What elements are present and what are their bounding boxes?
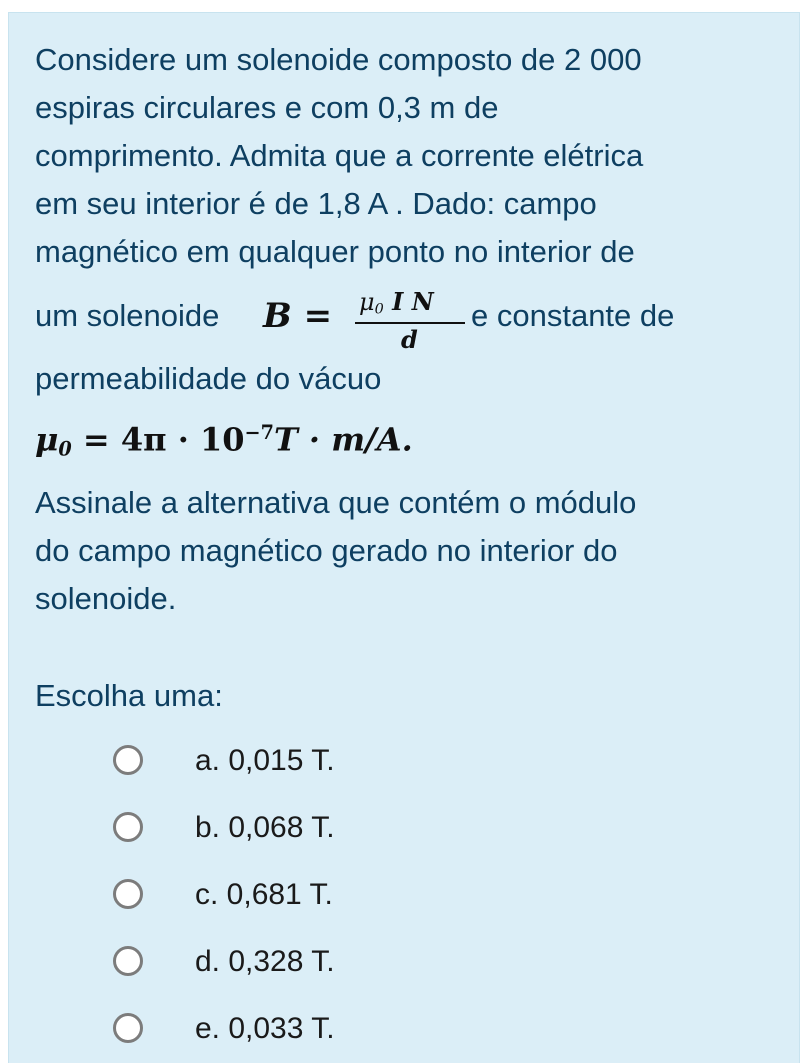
mu-exponent: −7: [244, 421, 274, 444]
formula-lhs: B =: [263, 296, 333, 336]
question-line-6-prefix: um solenoide: [35, 298, 220, 333]
instruction-line-2: do campo magnético gerado no interior do: [35, 533, 618, 568]
question-line-2: espiras circulares e com 0,3 m de: [35, 90, 499, 125]
choose-prompt: Escolha uma:: [35, 678, 223, 713]
formula-mu-sub: 0: [374, 301, 384, 318]
question-line-5: magnético em qualquer ponto no interior de: [35, 234, 635, 269]
instruction-line-1: Assinale a alternativa que contém o módulo: [35, 485, 637, 520]
question-line-6-suffix: e constante de: [471, 298, 675, 333]
choice-e-label[interactable]: e. 0,033 T.: [195, 1012, 335, 1045]
mu-symbol: μ: [35, 420, 59, 459]
choice-e[interactable]: [9, 1003, 801, 1057]
choice-c-label[interactable]: c. 0,681 T.: [195, 878, 333, 911]
formula-d: d: [401, 325, 418, 354]
formula-mu: μ: [359, 288, 375, 316]
question-line-7: permeabilidade do vácuo: [35, 361, 382, 396]
choice-b-label[interactable]: b. 0,068 T.: [195, 811, 335, 844]
formula-numerator: [359, 288, 434, 324]
instruction-line-3: solenoide.: [35, 581, 177, 616]
radio-e[interactable]: [113, 1013, 143, 1043]
question-line-4: em seu interior é de 1,8 A . Dado: campo: [35, 186, 597, 221]
radio-b[interactable]: [113, 812, 143, 842]
mu-units: T · m/A.: [273, 420, 413, 459]
choice-d-label[interactable]: d. 0,328 T.: [195, 945, 335, 978]
formula-i-n: I N: [383, 287, 434, 316]
mu-constant: [35, 413, 413, 469]
choice-c[interactable]: [9, 869, 801, 923]
radio-a[interactable]: [113, 745, 143, 775]
question-line-3: comprimento. Admita que a corrente elétrica: [35, 138, 644, 173]
choice-a[interactable]: [9, 735, 801, 789]
fraction-bar: [355, 322, 465, 324]
choice-b[interactable]: [9, 802, 801, 856]
radio-c[interactable]: [113, 879, 143, 909]
choice-a-label[interactable]: a. 0,015 T.: [195, 744, 335, 777]
question-card: [8, 12, 800, 1063]
formula-fraction: [349, 288, 479, 358]
question-line-1: Considere um solenoide composto de 2 000: [35, 42, 642, 77]
radio-d[interactable]: [113, 946, 143, 976]
mu-value: = 4π · 10: [71, 420, 245, 459]
choice-d[interactable]: [9, 936, 801, 990]
formula-denominator: [401, 326, 418, 354]
mu-sub: 0: [58, 437, 72, 461]
